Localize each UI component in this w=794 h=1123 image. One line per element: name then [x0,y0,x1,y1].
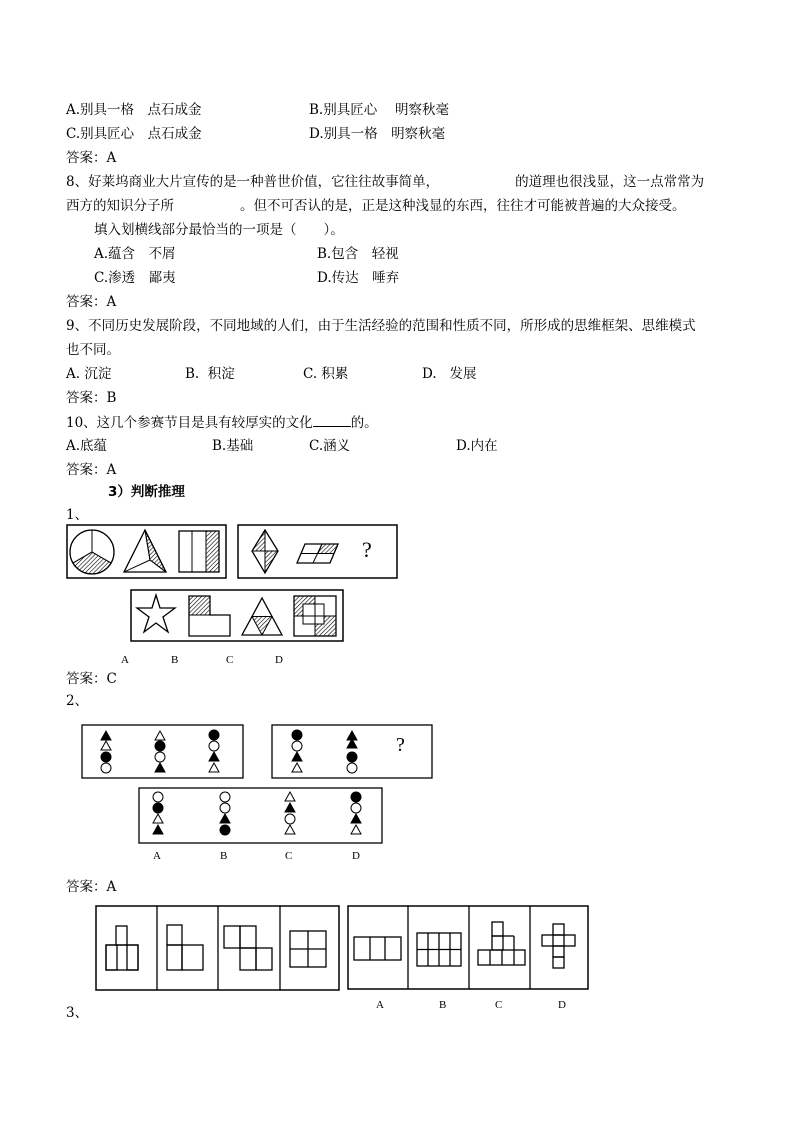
q7-option-d: D.别具一格 明察秋毫 [309,126,446,142]
r2-options-box [139,788,382,843]
q9-option-d: D. 发展 [422,366,477,382]
r2-label-d: D [352,850,360,862]
q9-line-1: 9、不同历史发展阶段，不同地域的人们，由于生活经验的范围和性质不同，所形成的思维框架、思维模式 [66,318,696,334]
r2-label-c: C [285,850,293,862]
q8-option-b: B.包含 轻视 [317,246,399,262]
q8-text-2a: 西方的知识分子所 [66,198,174,214]
r1-parallelogram-figure [297,544,338,563]
r1-label-a: A [121,654,129,666]
q8-answer: 答案：A [66,294,117,310]
q8-prompt: 填入划横线部分最恰当的一项是（ ）。 [94,222,344,238]
q8-text-1a: 8、好莱坞商业大片宣传的是一种普世价值，它往往故事简单， [66,174,440,190]
q9-option-c: C. 积累 [303,366,349,382]
q7-option-c: C.别具匠心 点石成金 [66,126,202,142]
r3-label-d: D [558,999,566,1011]
r3-number: 3、 [66,1005,89,1021]
r3-label-c: C [495,999,503,1011]
section-title: 3）判断推理 [108,484,185,500]
q7-option-b: B.别具匠心 明察秋毫 [309,102,450,118]
r1-options-box [131,590,343,641]
r2-label-b: B [220,850,228,862]
q8-text-2b: 。但不可否认的是，正是这种浅显的东西，往往才可能被普遍的大众接受。 [240,198,686,214]
r1-option-c-triangle [242,598,282,635]
r2-question-mark: ? [396,734,405,756]
r1-answer: 答案：C [66,671,117,687]
r3-label-a: A [376,999,384,1011]
r1-option-b-lshape [189,596,230,636]
r1-question-box-right [238,525,397,578]
q9-option-b: B. 积淀 [185,366,235,382]
r3-question-box [96,906,339,990]
r1-label-c: C [226,654,234,666]
q8-option-a: A.蕴含 不屑 [94,246,176,262]
r1-label-b: B [171,654,179,666]
q10-text-a: 10、这几个参赛节目是具有较厚实的文化 [66,415,313,431]
r1-label-d: D [275,654,283,666]
r2-number: 2、 [66,693,89,709]
r1-rhombus-figure [252,530,278,573]
q10-option-d: D.内在 [456,438,498,454]
r3-label-b: B [439,999,447,1011]
q10-text-b: 的。 [350,415,378,431]
r2-question-box-right [272,725,432,778]
q9-option-a: A. 沉淀 [66,366,112,382]
q8-option-d: D.传达 唾弃 [317,270,400,286]
q10-option-a: A.底蕴 [66,438,108,454]
r2-label-a: A [153,850,161,862]
q7-answer: 答案：A [66,150,117,166]
r1-number: 1、 [66,507,89,523]
r1-question-box-left [67,525,226,578]
q10-option-b: B.基础 [212,438,254,454]
r1-option-d-grid [294,596,336,636]
r2-answer: 答案：A [66,879,117,895]
r1-circle-thirds-figure [70,530,114,574]
q7-option-a: A.别具一格 点石成金 [66,102,202,118]
q8-option-c: C.渗透 鄙夷 [94,270,176,286]
q9-answer: 答案：B [66,390,117,406]
q8-text-1b: 的道理也很浅显，这一点常常为 [515,174,705,190]
r1-rectangle-columns-figure [179,531,219,572]
q10-answer: 答案：A [66,462,117,478]
r1-option-a-star [137,595,175,632]
r3-options-box [348,906,588,989]
r1-triangle-figure [124,530,166,572]
q9-line-2: 也不同。 [66,342,120,358]
r1-question-mark: ? [362,537,372,562]
q10-option-c: C.涵义 [309,438,351,454]
r2-question-box-left [82,725,243,778]
